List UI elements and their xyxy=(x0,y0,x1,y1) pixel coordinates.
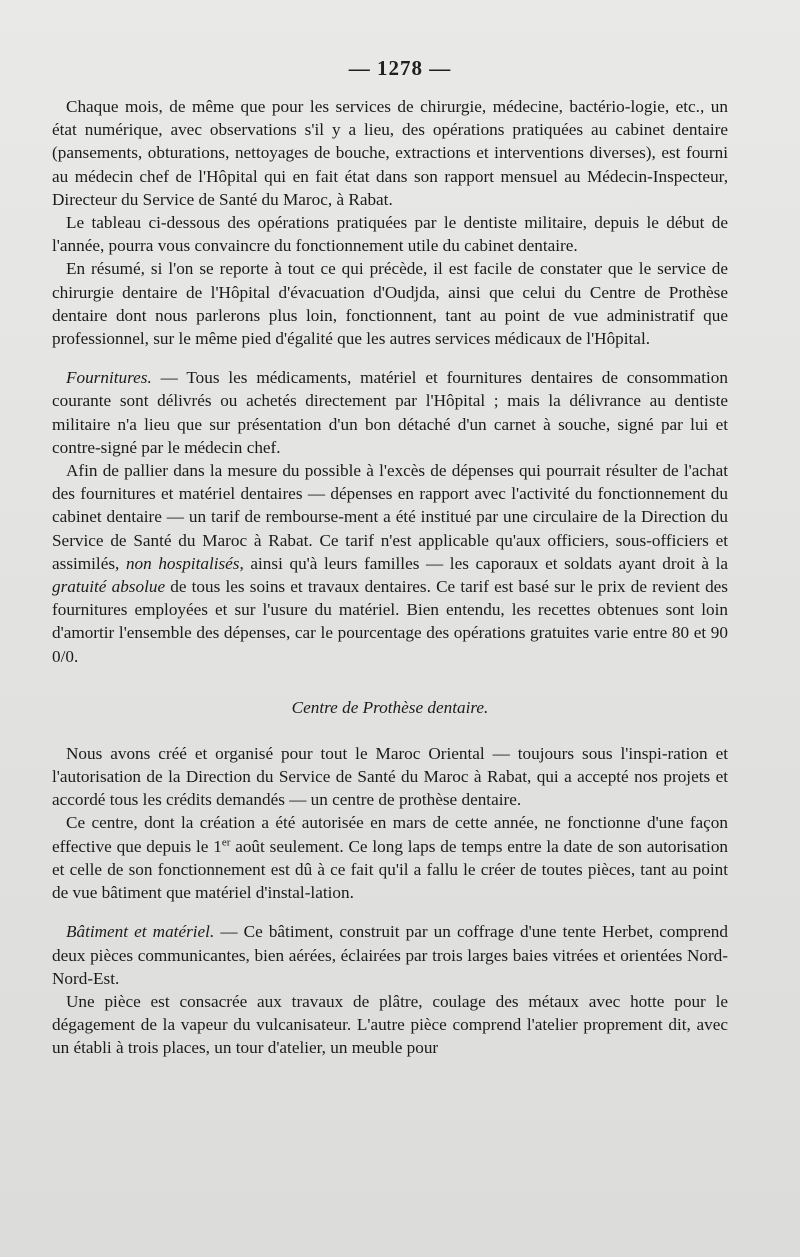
spacer xyxy=(52,350,728,366)
tarif-text-b: , ainsi qu'à leurs familles — les caporaux et soldats ayant droit à la xyxy=(239,553,728,573)
centre-date-text-b: août seulement. Ce long laps de temps entre la date de son autorisation et celle de son fonctionnement est dû à ce fait qu'il a fallu le créer de toutes pièces, tant au point de vue bâtiment que matériel d'instal-lation. xyxy=(52,836,729,903)
paragraph-summary: En résumé, si l'on se reporte à tout ce qui précède, il est facile de constater que le service de chirurgie dentaire de l'Hôpital d'évacuation d'Oudjda, ainsi que celui du Centre de Prothèse dentaire dont nous parlerons plus loin, fonctionnent, tant au point de vue administratif que professionnel, sur le même pied d'égalité que les autres services médicaux de l'Hôpital. xyxy=(52,259,728,349)
tarif-italic-2: gratuité absolue xyxy=(52,577,166,597)
tarif-text-a: Afin de pallier dans la mesure du possible à l'excès de dépenses qui pourrait résulter de l'achat des fournitures et matériel dentaires — dépenses en rapport avec l'activité du fonctionnement du cabinet dentaire — un tarif de rembourse-ment a été institué par une circulaire de la Direction du Service de Santé du Maroc à Rabat. Ce tarif n'est applicable qu'aux officiers, sous-officiers et assimilés, xyxy=(52,461,728,573)
section-heading: Centre de Prothèse dentaire. xyxy=(291,697,489,717)
paragraph-tarif xyxy=(52,459,728,668)
paragraph-monthly-report: Chaque mois, de même que pour les services de chirurgie, médecine, bactério-logie, etc., un état numérique, avec observations s'il y a lieu, des opérations pratiquées au cabinet dentaire (pansements, obturations, nettoyages de bouche, extractions et interventions diverses), est fourni au médecin chef de l'Hôpital qui en fait état dans son rapport mensuel au Médecin-Inspecteur, Directeur du Service de Santé du Maroc, à Rabat. xyxy=(52,97,728,209)
tarif-text-c: de tous les soins et travaux dentaires. Ce tarif est basé sur le prix de revient des fournitures employées et sur l'usure du matériel. Bien entendu, les recettes obtenues sont loin d'amortir l'ensemble des dépenses, car le pourcentage des opérations gratuites varie entre 80 et 90 0/0. xyxy=(52,577,728,666)
fournitures-label: Fournitures. xyxy=(66,368,152,388)
page-number: — 1278 — xyxy=(348,56,452,80)
paragraph-fournitures xyxy=(52,366,728,459)
paragraph-batiment xyxy=(52,920,728,990)
superscript-er: er xyxy=(221,835,231,848)
batiment-text: — Ce bâtiment, construit par un coffrage d'une tente Herbet, comprend deux pièces communicantes, bien aérées, éclairées par trois larges baies vitrées et orientées Nord-Nord-Est. xyxy=(52,922,728,988)
spacer xyxy=(52,904,728,920)
batiment-label: Bâtiment et matériel. xyxy=(66,922,215,942)
paragraph-centre-date xyxy=(52,811,728,904)
centre-date-text-a: Ce centre, dont la création a été autorisée en mars de cette année, ne fonctionne d'une façon effective que depuis le 1 xyxy=(52,813,728,856)
tarif-italic-1: non hospitalisés xyxy=(125,553,240,573)
paragraph-centre-creation: Nous avons créé et organisé pour tout le Maroc Oriental — toujours sous l'inspi-ration et l'autorisation de la Direction du Service de Santé du Maroc à Rabat, qui a accepté nos projets et accordé tous les crédits demandés — un centre de prothèse dentaire. xyxy=(52,743,728,810)
paragraph-pieces: Une pièce est consacrée aux travaux de plâtre, coulage des métaux avec hotte pour le dégagement de la vapeur du vulcanisateur. L'autre pièce comprend l'atelier proprement dit, avec un établi à trois places, un tour d'atelier, un meuble pour xyxy=(52,991,728,1058)
fournitures-text: — Tous les médicaments, matériel et fournitures dentaires de consommation courante sont délivrés ou achetés directement par l'Hôpital ; mais la délivrance au dentiste militaire n'a lieu que sur présentation d'un bon détaché d'un carnet à souche, signé par lui et contre-signé par le médecin chef. xyxy=(52,368,728,457)
paragraph-table-intro: Le tableau ci-dessous des opérations pratiquées par le dentiste militaire, depuis le début de l'année, pourra vous convaincre du fonctionnement utile du cabinet dentaire. xyxy=(52,213,728,256)
spacer xyxy=(52,668,728,696)
